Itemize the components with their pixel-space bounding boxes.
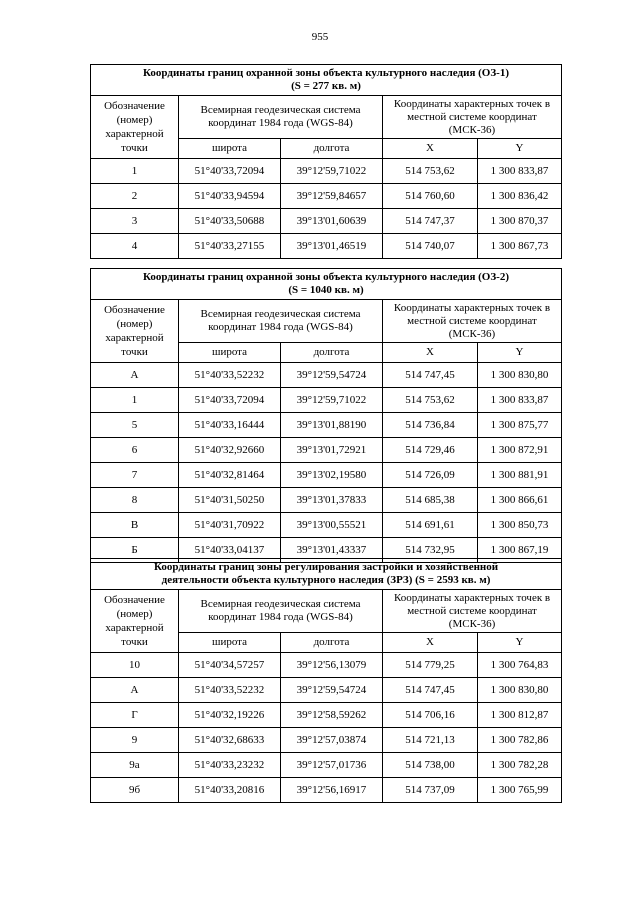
longitude-cell: 39°13'01,43337 — [281, 538, 383, 563]
y-cell: 1 300 866,61 — [478, 488, 562, 513]
x-cell: 514 691,61 — [383, 513, 478, 538]
table-row — [91, 413, 562, 438]
table-row — [91, 184, 562, 209]
y-cell: 1 300 782,86 — [478, 728, 562, 753]
y-cell: 1 300 875,77 — [478, 413, 562, 438]
point-cell: 2 — [91, 184, 179, 209]
y-cell: 1 300 872,91 — [478, 438, 562, 463]
table-row — [91, 463, 562, 488]
point-cell: 1 — [91, 159, 179, 184]
longitude-cell: 39°12'59,54724 — [281, 678, 383, 703]
x-cell: 514 736,84 — [383, 413, 478, 438]
y-cell: 1 300 782,28 — [478, 753, 562, 778]
longitude-cell: 39°12'59,71022 — [281, 388, 383, 413]
header-msk: Координаты характерных точек в местной системе координат (МСК-36) — [383, 96, 562, 139]
y-cell: 1 300 836,42 — [478, 184, 562, 209]
latitude-cell: 51°40'33,04137 — [179, 538, 281, 563]
table-row — [91, 753, 562, 778]
longitude-cell: 39°12'56,13079 — [281, 653, 383, 678]
longitude-cell: 39°13'01,88190 — [281, 413, 383, 438]
x-cell: 514 747,45 — [383, 678, 478, 703]
x-cell: 514 779,25 — [383, 653, 478, 678]
table-row — [91, 438, 562, 463]
table-row — [91, 159, 562, 184]
point-cell: 8 — [91, 488, 179, 513]
latitude-cell: 51°40'33,16444 — [179, 413, 281, 438]
point-cell: Б — [91, 538, 179, 563]
coordinates-table-zrz — [90, 558, 561, 803]
header-y: Y — [478, 139, 562, 159]
x-cell: 514 721,13 — [383, 728, 478, 753]
table-title — [91, 269, 562, 300]
latitude-cell: 51°40'33,23232 — [179, 753, 281, 778]
table-row — [91, 678, 562, 703]
latitude-cell: 51°40'33,52232 — [179, 678, 281, 703]
y-cell: 1 300 833,87 — [478, 388, 562, 413]
x-cell: 514 737,09 — [383, 778, 478, 803]
latitude-cell: 51°40'32,92660 — [179, 438, 281, 463]
longitude-cell: 39°13'01,37833 — [281, 488, 383, 513]
longitude-cell: 39°12'56,16917 — [281, 778, 383, 803]
table-title — [91, 65, 562, 96]
longitude-cell: 39°12'59,71022 — [281, 159, 383, 184]
latitude-cell: 51°40'33,72094 — [179, 159, 281, 184]
y-cell: 1 300 765,99 — [478, 778, 562, 803]
x-cell: 514 738,00 — [383, 753, 478, 778]
latitude-cell: 51°40'33,72094 — [179, 388, 281, 413]
table-row — [91, 728, 562, 753]
latitude-cell: 51°40'31,70922 — [179, 513, 281, 538]
header-point: Обозначение (номер) характерной точки — [91, 96, 179, 159]
y-cell: 1 300 881,91 — [478, 463, 562, 488]
point-cell: В — [91, 513, 179, 538]
longitude-cell: 39°12'58,59262 — [281, 703, 383, 728]
longitude-cell: 39°13'01,60639 — [281, 209, 383, 234]
x-cell: 514 726,09 — [383, 463, 478, 488]
table-row — [91, 513, 562, 538]
y-cell: 1 300 867,19 — [478, 538, 562, 563]
coordinates-table-oz1 — [90, 64, 561, 259]
point-cell: 9б — [91, 778, 179, 803]
header-lon: долгота — [281, 139, 383, 159]
table-title-line2: (S = 1040 кв. м) — [288, 284, 364, 296]
header-y: Y — [478, 343, 562, 363]
point-cell: 6 — [91, 438, 179, 463]
table-row — [91, 703, 562, 728]
table-title-line2: (S = 277 кв. м) — [291, 80, 361, 92]
table-title — [91, 559, 562, 590]
latitude-cell: 51°40'33,94594 — [179, 184, 281, 209]
longitude-cell: 39°12'59,54724 — [281, 363, 383, 388]
y-cell: 1 300 812,87 — [478, 703, 562, 728]
longitude-cell: 39°13'01,72921 — [281, 438, 383, 463]
y-cell: 1 300 833,87 — [478, 159, 562, 184]
header-wgs: Всемирная геодезическая система координат 1984 года (WGS-84) — [179, 300, 383, 343]
table-title-line1: Координаты границ охранной зоны объекта культурного наследия (ОЗ-2) — [142, 271, 509, 283]
longitude-cell: 39°12'57,01736 — [281, 753, 383, 778]
y-cell: 1 300 830,80 — [478, 363, 562, 388]
table-row — [91, 388, 562, 413]
x-cell: 514 740,07 — [383, 234, 478, 259]
y-cell: 1 300 764,83 — [478, 653, 562, 678]
point-cell: Г — [91, 703, 179, 728]
header-lat: широта — [179, 139, 281, 159]
table-title-line2: деятельности объекта культурного наследия (ЗРЗ) (S = 2593 кв. м) — [161, 574, 491, 586]
latitude-cell: 51°40'32,81464 — [179, 463, 281, 488]
latitude-cell: 51°40'34,57257 — [179, 653, 281, 678]
header-point: Обозначение (номер) характерной точки — [91, 300, 179, 363]
point-cell: 5 — [91, 413, 179, 438]
header-lat: широта — [179, 343, 281, 363]
x-cell: 514 753,62 — [383, 159, 478, 184]
table-row — [91, 209, 562, 234]
x-cell: 514 747,45 — [383, 363, 478, 388]
x-cell: 514 732,95 — [383, 538, 478, 563]
header-lon: долгота — [281, 633, 383, 653]
point-cell: 9а — [91, 753, 179, 778]
header-y: Y — [478, 633, 562, 653]
longitude-cell: 39°12'59,84657 — [281, 184, 383, 209]
point-cell: 4 — [91, 234, 179, 259]
point-cell: 1 — [91, 388, 179, 413]
table-row — [91, 488, 562, 513]
x-cell: 514 753,62 — [383, 388, 478, 413]
x-cell: 514 760,60 — [383, 184, 478, 209]
header-msk: Координаты характерных точек в местной системе координат (МСК-36) — [383, 300, 562, 343]
x-cell: 514 685,38 — [383, 488, 478, 513]
table-title-line1: Координаты границ охранной зоны объекта культурного наследия (ОЗ-1) — [142, 67, 509, 79]
x-cell: 514 706,16 — [383, 703, 478, 728]
point-cell: А — [91, 363, 179, 388]
latitude-cell: 51°40'33,27155 — [179, 234, 281, 259]
point-cell: 3 — [91, 209, 179, 234]
header-lat: широта — [179, 633, 281, 653]
point-cell: 10 — [91, 653, 179, 678]
latitude-cell: 51°40'33,20816 — [179, 778, 281, 803]
header-lon: долгота — [281, 343, 383, 363]
page-number: 955 — [311, 31, 329, 43]
x-cell: 514 729,46 — [383, 438, 478, 463]
y-cell: 1 300 850,73 — [478, 513, 562, 538]
latitude-cell: 51°40'32,19226 — [179, 703, 281, 728]
header-wgs: Всемирная геодезическая система координат 1984 года (WGS-84) — [179, 590, 383, 633]
longitude-cell: 39°13'01,46519 — [281, 234, 383, 259]
header-x: X — [383, 139, 478, 159]
header-x: X — [383, 633, 478, 653]
y-cell: 1 300 867,73 — [478, 234, 562, 259]
longitude-cell: 39°12'57,03874 — [281, 728, 383, 753]
x-cell: 514 747,37 — [383, 209, 478, 234]
header-x: X — [383, 343, 478, 363]
point-cell: 9 — [91, 728, 179, 753]
table-row — [91, 363, 562, 388]
latitude-cell: 51°40'33,52232 — [179, 363, 281, 388]
header-wgs: Всемирная геодезическая система координат 1984 года (WGS-84) — [179, 96, 383, 139]
y-cell: 1 300 870,37 — [478, 209, 562, 234]
table-title-line1: Координаты границ зоны регулирования застройки и хозяйственной — [153, 561, 499, 573]
latitude-cell: 51°40'32,68633 — [179, 728, 281, 753]
table-row — [91, 234, 562, 259]
header-msk: Координаты характерных точек в местной системе координат (МСК-36) — [383, 590, 562, 633]
table-row — [91, 778, 562, 803]
y-cell: 1 300 830,80 — [478, 678, 562, 703]
latitude-cell: 51°40'33,50688 — [179, 209, 281, 234]
header-point: Обозначение (номер) характерной точки — [91, 590, 179, 653]
longitude-cell: 39°13'00,55521 — [281, 513, 383, 538]
table-row — [91, 653, 562, 678]
longitude-cell: 39°13'02,19580 — [281, 463, 383, 488]
coordinates-table-oz2 — [90, 268, 561, 563]
latitude-cell: 51°40'31,50250 — [179, 488, 281, 513]
point-cell: А — [91, 678, 179, 703]
point-cell: 7 — [91, 463, 179, 488]
